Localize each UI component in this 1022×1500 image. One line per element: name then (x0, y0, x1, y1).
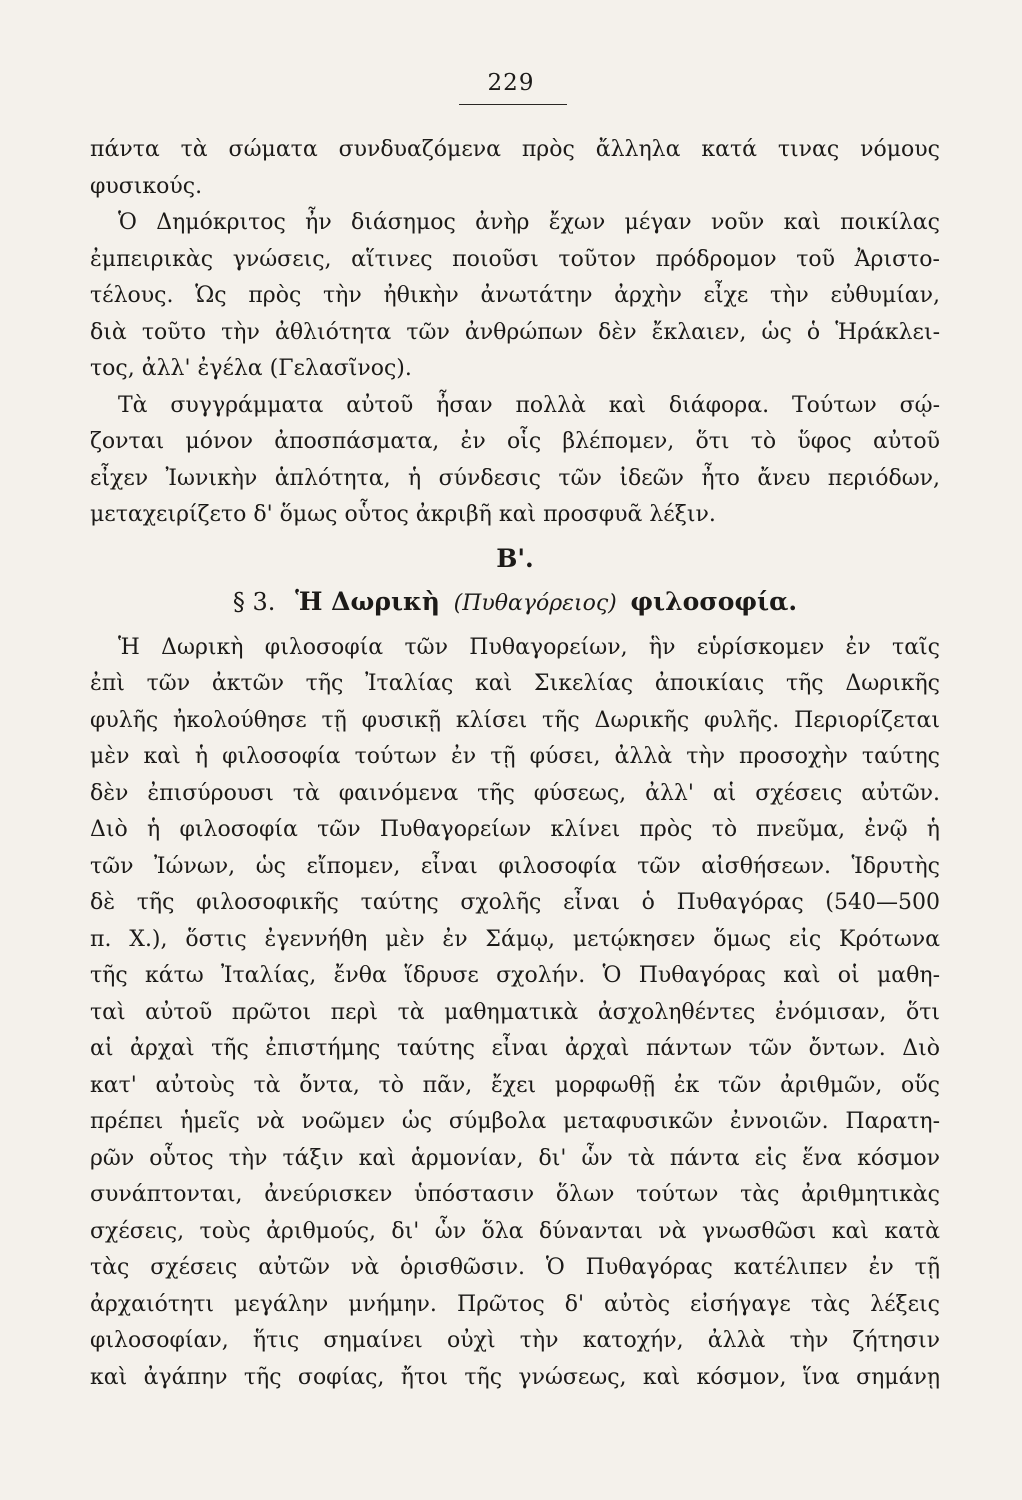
text-line: φιλοσοφίαν, ἥτις σημαίνει οὐχὶ τὴν κατοχήν, ἀλλὰ τὴν ζήτησιν (90, 1328, 940, 1353)
page-number-rule (459, 104, 567, 105)
text-line: αἱ ἀρχαὶ τῆς ἐπιστήμης ταύτης εἶναι ἀρχαὶ πάντων τῶν ὄντων. Διὸ (90, 1036, 940, 1061)
text-line: συνάπτονται, ἀνεύρισκεν ὑπόστασιν ὅλων τούτων τὰς ἀριθμητικὰς (90, 1182, 940, 1207)
text-line: ἐπὶ τῶν ἀκτῶν τῆς Ἰταλίας καὶ Σικελίας ἀποικίαις τῆς Δωρικῆς (90, 671, 940, 696)
text-line: τῆς κάτω Ἰταλίας, ἔνθα ἵδρυσε σχολήν. Ὁ Πυθαγόρας καὶ οἱ μαθη- (90, 963, 940, 988)
chapter-heading: Β'. (496, 543, 534, 573)
paragraph-doric-philosophy (90, 630, 940, 1397)
text-line: διὰ τοῦτο τὴν ἀθλιότητα τῶν ἀνθρώπων δὲν ἔκλαιεν, ὡς ὁ Ἡράκλει- (90, 319, 940, 345)
text-line: ἐμπειρικὰς γνώσεις, αἵτινες ποιοῦσι τοῦτον πρόδρομον τοῦ Ἀριστο- (90, 246, 940, 272)
text-line: ρῶν οὗτος τὴν τάξιν καὶ ἁρμονίαν, δι' ὧν τὰ πάντα εἰς ἕνα κόσμον (90, 1145, 940, 1171)
paragraph-democritus (90, 205, 940, 388)
paragraph-continuation (90, 132, 940, 205)
text-line: Διὸ ἡ φιλοσοφία τῶν Πυθαγορείων κλίνει πρὸς τὸ πνεῦμα, ἐνῷ ἡ (90, 817, 940, 842)
text-line: τῶν Ἰώνων, ὡς εἴπομεν, εἶναι φιλοσοφία τῶν αἰσθήσεων. Ἱδρυτὴς (90, 853, 940, 879)
text-line: καὶ ἀγάπην τῆς σοφίας, ἤτοι τῆς γνώσεως, καὶ κόσμον, ἵνα σημάνῃ (90, 1364, 940, 1390)
section-title-main: Ἡ Δωρικὴ (295, 586, 440, 616)
text-line: μεταχειρίζετο δ' ὅμως οὗτος ἀκριβῆ καὶ προσφυᾶ λέξιν. (90, 502, 716, 527)
text-line: Ὁ Δημόκριτος ἦν διάσημος ἀνὴρ ἔχων μέγαν νοῦν καὶ ποικίλας (118, 210, 940, 235)
text-line: δὲ τῆς φιλοσοφικῆς ταύτης σχολῆς εἶναι ὁ Πυθαγόρας (540—500 (90, 890, 940, 915)
section-title-end: φιλοσοφία. (630, 586, 798, 616)
text-line: πάντα τὰ σώματα συνδυαζόμενα πρὸς ἄλληλα κατά τινας νόμους (90, 137, 940, 162)
paragraph-writings (90, 388, 940, 534)
page-body (90, 132, 940, 1396)
text-line: τέλους. Ὡς πρὸς τὴν ἠθικὴν ἀνωτάτην ἀρχὴν εἶχε τὴν εὐθυμίαν, (90, 283, 940, 308)
text-line: Τὰ συγγράμματα αὐτοῦ ἦσαν πολλὰ καὶ διάφορα. Τούτων σῴ- (118, 392, 940, 418)
text-line: δὲν ἐπισύρουσι τὰ φαινόμενα τῆς φύσεως, ἀλλ' αἱ σχέσεις αὐτῶν. (90, 780, 940, 806)
section-title-subtitle: (Πυθαγόρειος) (453, 590, 617, 616)
text-line: κατ' αὐτοὺς τὰ ὄντα, τὸ πᾶν, ἔχει μορφωθῇ ἐκ τῶν ἀριθμῶν, οὕς (90, 1072, 940, 1098)
text-line: τος, ἀλλ' ἐγέλα (Γελασῖνος). (90, 356, 412, 381)
text-line: ἀρχαιότητι μεγάλην μνήμην. Πρῶτος δ' αὐτὸς εἰσήγαγε τὰς λέξεις (90, 1291, 940, 1317)
text-line: πρέπει ἡμεῖς νὰ νοῶμεν ὡς σύμβολα μεταφυσικῶν ἐννοιῶν. Παρατη- (90, 1109, 940, 1134)
text-line: φυλῆς ἠκολούθησε τῇ φυσικῇ κλίσει τῆς Δωρικῆς φυλῆς. Περιορίζεται (90, 707, 940, 733)
page-number: 229 (487, 70, 535, 96)
text-line: ζονται μόνον ἀποσπάσματα, ἐν οἷς βλέπομεν, ὅτι τὸ ὕφος αὐτοῦ (90, 429, 940, 454)
section-number: § 3. (232, 587, 276, 616)
text-line: εἶχεν Ἰωνικὴν ἁπλότητα, ἡ σύνδεσις τῶν ἰδεῶν ἦτο ἄνευ περιόδων, (90, 465, 940, 491)
section-title (90, 580, 940, 626)
text-line: ταὶ αὐτοῦ πρῶτοι περὶ τὰ μαθηματικὰ ἀσχοληθέντες ἐνόμισαν, ὅτι (90, 999, 940, 1025)
text-line: μὲν καὶ ἡ φιλοσοφία τούτων ἐν τῇ φύσει, ἀλλὰ τὴν προσοχὴν ταύτης (90, 744, 940, 769)
text-line: π. Χ.), ὅστις ἐγεννήθη μὲν ἐν Σάμῳ, μετῴκησεν ὅμως εἰς Κρότωνα (90, 926, 940, 952)
text-line: τὰς σχέσεις αὐτῶν νὰ ὁρισθῶσιν. Ὁ Πυθαγόρας κατέλιπεν ἐν τῇ (90, 1255, 940, 1280)
text-line: φυσικούς. (90, 173, 203, 199)
text-line: σχέσεις, τοὺς ἀριθμούς, δι' ὧν ὅλα δύνανται νὰ γνωσθῶσι καὶ κατὰ (90, 1218, 940, 1244)
text-line: Ἡ Δωρικὴ φιλοσοφία τῶν Πυθαγορείων, ἣν εὑρίσκομεν ἐν ταῖς (118, 634, 940, 660)
